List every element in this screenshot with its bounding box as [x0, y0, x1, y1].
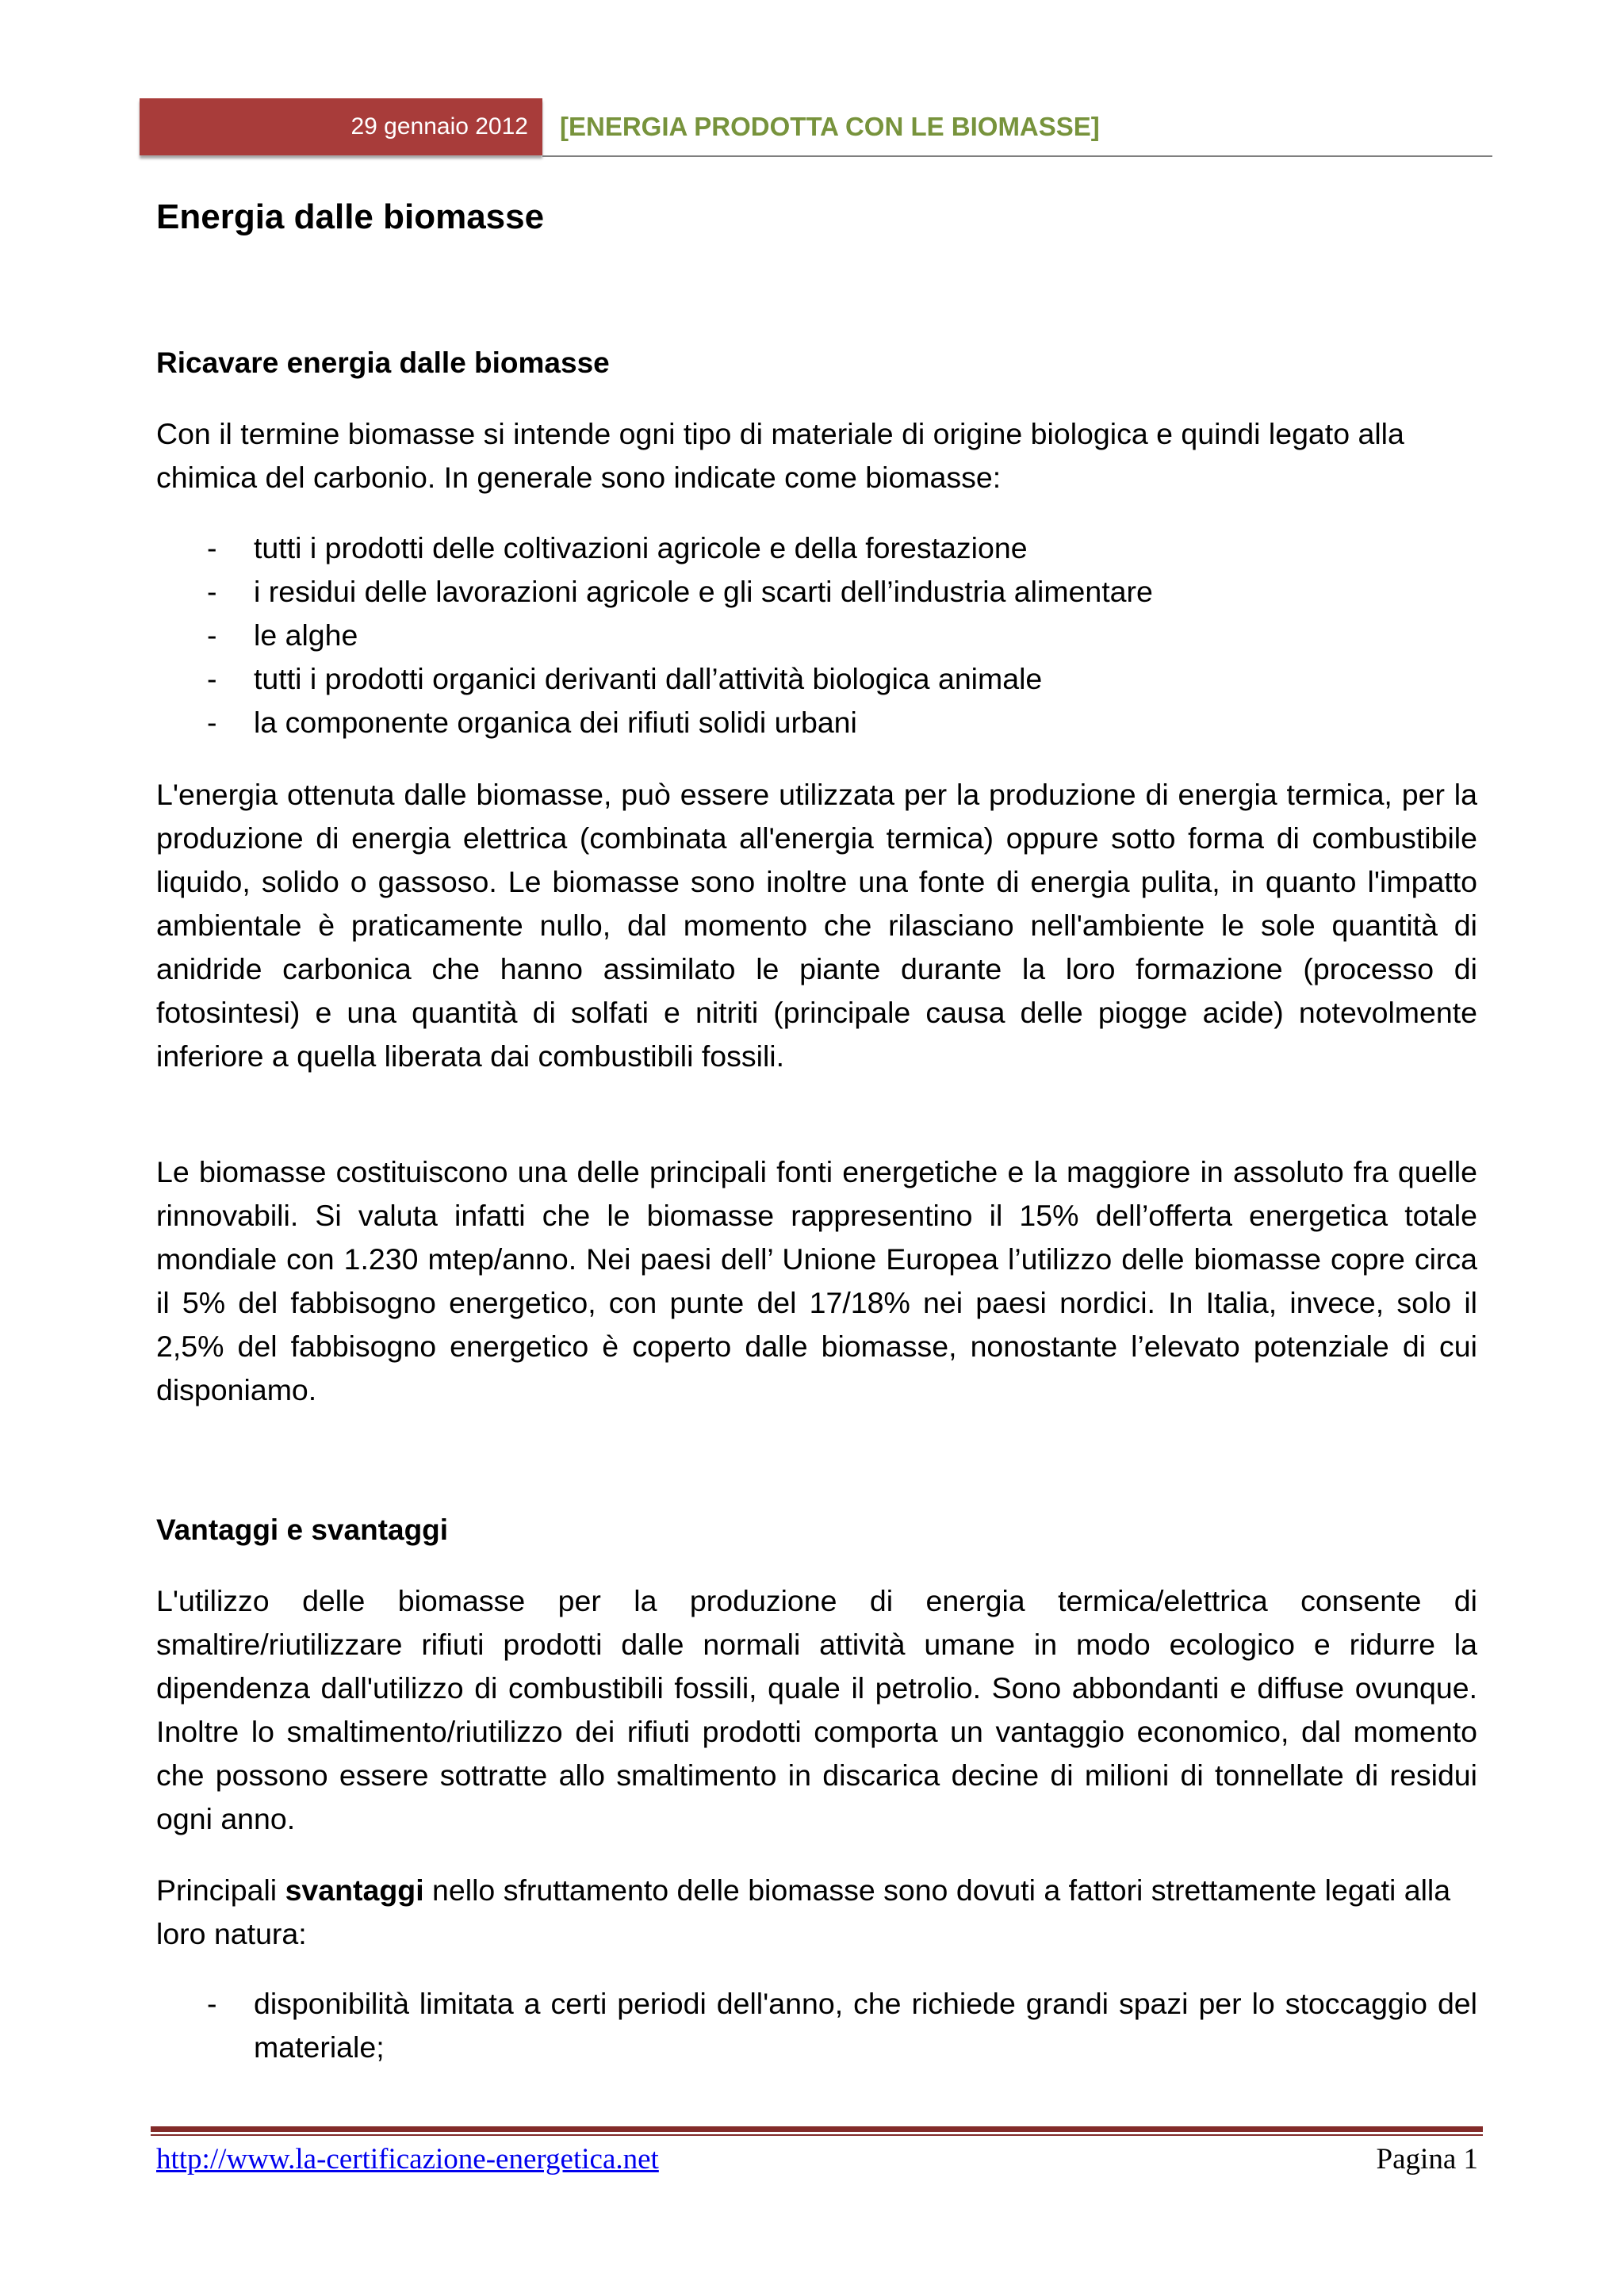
section-heading-vantaggi: Vantaggi e svantaggi	[156, 1513, 449, 1546]
footer-website-link[interactable]: http://www.la-certificazione-energetica.net	[156, 2143, 659, 2175]
section1-intro: Con il termine biomasse si intende ogni tipo di materiale di origine biologica e quindi legato alla chimica del carbonio. In generale sono indicate come biomasse:	[156, 417, 1404, 494]
page-number: Pagina 1	[1376, 2143, 1478, 2175]
page-title: Energia dalle biomasse	[156, 197, 545, 236]
bold-svantaggi: svantaggi	[285, 1873, 424, 1907]
list-marker: -	[207, 575, 217, 608]
list-marker: -	[207, 531, 217, 564]
footer-divider-thin	[151, 2134, 1483, 2136]
header-title: [ENERGIA PRODOTTA CON LE BIOMASSE]	[560, 112, 1100, 141]
footer-divider-thick	[151, 2126, 1483, 2132]
list-marker: -	[207, 662, 217, 695]
list-item: - disponibilità limitata a certi periodi dell'anno, che richiede grandi spazi per lo stoccaggio del materiale;	[156, 1982, 1477, 2069]
list-item: - le alghe	[156, 614, 1477, 657]
list-item: - tutti i prodotti delle coltivazioni agricole e della forestazione	[156, 526, 1477, 570]
list-item: - tutti i prodotti organici derivanti dall’attività biologica animale	[156, 657, 1477, 701]
header-divider	[542, 155, 1492, 157]
section2-paragraph-disadvantages: Principali svantaggi nello sfruttamento delle biomasse sono dovuti a fattori strettamente legati alla loro natura:	[156, 1873, 1451, 1950]
section2-paragraph-advantages: L'utilizzo delle biomasse per la produzione di energia termica/elettrica consente di smaltire/riutilizzare rifiuti prodotti dalle normali attività umane in modo ecologico e ridurre la dipendenza dall'utilizzo di combustibili fossili, quale il petrolio. Sono abbondanti e diffuse ovunque. Inoltre lo smaltimento/riutilizzo dei rifiuti prodotti comporta un vantaggio economico, dal momento che possono essere sottratte allo smaltimento in discarica decine di milioni di tonnellate di residui ogni anno.	[156, 1584, 1477, 1835]
list-item: - la componente organica dei rifiuti solidi urbani	[156, 701, 1477, 744]
section1-paragraph-statistics: Le biomasse costituiscono una delle principali fonti energetiche e la maggiore in assoluto fra quelle rinnovabili. Si valuta infatti che le biomasse rappresentino il 15% dell’offerta energetica totale mondiale con 1.230 mtep/anno. Nei paesi dell’ Unione Europea l’utilizzo delle biomasse copre circa il 5% del fabbisogno energetico, con punte del 17/18% nei paesi nordici. In Italia, invece, solo il 2,5% del fabbisogno energetico è coperto dalle biomasse, nonostante l’elevato potenziale di cui disponiamo.	[156, 1155, 1477, 1406]
header-date-box	[140, 98, 542, 155]
disadvantages-list	[156, 1982, 1477, 2069]
list-marker: -	[207, 618, 217, 652]
section-heading-ricavare: Ricavare energia dalle biomasse	[156, 346, 610, 379]
biomass-list	[156, 526, 1477, 744]
list-marker: -	[207, 706, 217, 739]
section1-paragraph-energy: L'energia ottenuta dalle biomasse, può essere utilizzata per la produzione di energia termica, per la produzione di energia elettrica (combinata all'energia termica) oppure sotto forma di combustibile liquido, solido o gassoso. Le biomasse sono inoltre una fonte di energia pulita, in quanto l'impatto ambientale è praticamente nullo, dal momento che rilasciano nell'ambiente le sole quantità di anidride carbonica che hanno assimilato le piante durante la loro formazione (processo di fotosintesi) e una quantità di solfati e nitriti (principale causa delle piogge acide) notevolmente inferiore a quella liberata dai combustibili fossili.	[156, 778, 1477, 1073]
list-item: - i residui delle lavorazioni agricole e gli scarti dell’industria alimentare	[156, 570, 1477, 614]
list-marker: -	[207, 1987, 217, 2020]
header-date: 29 gennaio 2012	[350, 113, 528, 140]
